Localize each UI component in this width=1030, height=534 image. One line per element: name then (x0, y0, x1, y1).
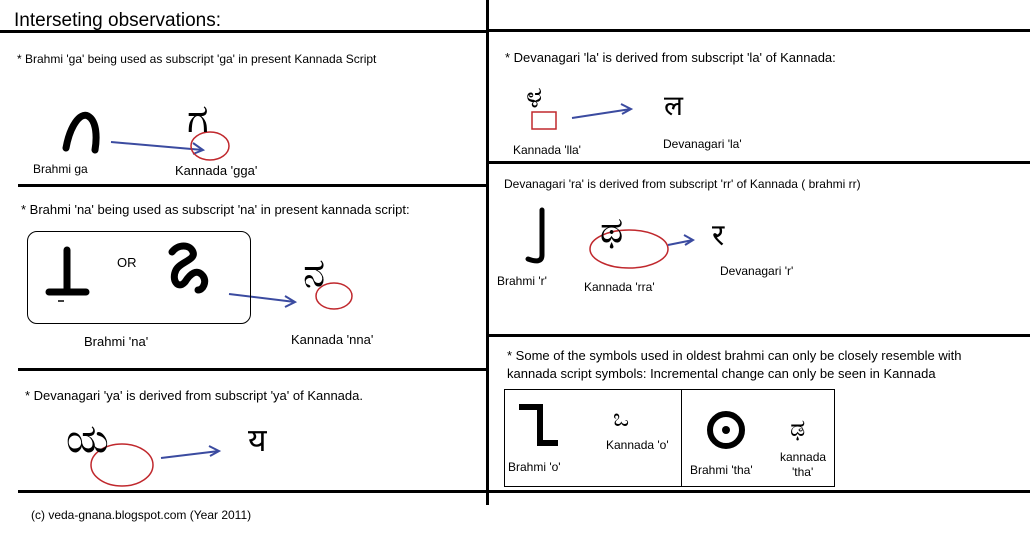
glyph-kannada-o: ಒ (613, 404, 630, 432)
arrow-ya (161, 451, 219, 458)
label-brahmi-tha: Brahmi 'tha' (690, 463, 753, 477)
label-kannada-lla: Kannada 'lla' (513, 143, 581, 157)
label-brahmi-r: Brahmi 'r' (497, 274, 547, 288)
label-kannada-tha-1: kannada (780, 450, 827, 464)
caption-na: * Brahmi 'na' being used as subscript 'na' in present kannada script: (21, 202, 410, 217)
glyph-kannada-lla: ಳ (526, 80, 543, 115)
caption-ra: Devanagari 'ra' is derived from subscript 'rr' of Kannada ( brahmi rr) (504, 177, 861, 191)
label-brahmi-ga: Brahmi ga (33, 162, 88, 176)
caption-la: * Devanagari 'la' is derived from subscript 'la' of Kannada: (505, 50, 836, 65)
caption-ya: * Devanagari 'ya' is derived from subscript 'ya' of Kannada. (25, 388, 363, 403)
caption-ga: * Brahmi 'ga' being used as subscript 'ga' in present Kannada Script (17, 52, 377, 66)
arrow-ga (111, 142, 203, 150)
glyph-kannada-rra: ಥ (600, 210, 624, 251)
label-devanagari-la: Devanagari 'la' (663, 137, 742, 151)
label-brahmi-o: Brahmi 'o' (508, 460, 561, 474)
brahmi-na-box (27, 231, 251, 324)
brahmi-ga-glyph (66, 115, 96, 150)
glyph-kannada-nna: ನ (303, 250, 326, 296)
or-label: OR (117, 255, 137, 270)
glyph-kannada-ya: ಯ (66, 416, 109, 462)
glyph-kannada-tha: ಢ (790, 414, 806, 442)
label-kannada-nna: Kannada 'nna' (291, 332, 374, 347)
footer-copyright: (c) veda-gnana.blogspot.com (Year 2011) (31, 508, 252, 522)
label-kannada-rra: Kannada 'rra' (584, 280, 655, 294)
label-kannada-o: Kannada 'o' (606, 438, 669, 452)
label-brahmi-na: Brahmi 'na' (84, 334, 149, 349)
glyph-kannada-gga: ಗ (187, 96, 209, 142)
caption-symbols-2: kannada script symbols: Incremental change can only be seen in Kannada (507, 366, 936, 381)
glyph-devanagari-ya: य (248, 421, 267, 459)
label-devanagari-r: Devanagari 'r' (720, 264, 794, 278)
glyph-devanagari-la: ल (664, 89, 683, 122)
label-kannada-gga: Kannada 'gga' (175, 163, 258, 178)
glyph-devanagari-r: र (712, 218, 725, 253)
label-kannada-tha-2: 'tha' (792, 465, 814, 479)
caption-symbols-1: * Some of the symbols used in oldest brahmi can only be closely resemble with (507, 348, 962, 363)
brahmi-r-glyph (528, 210, 542, 261)
page-title: Interseting observations: (14, 10, 222, 31)
